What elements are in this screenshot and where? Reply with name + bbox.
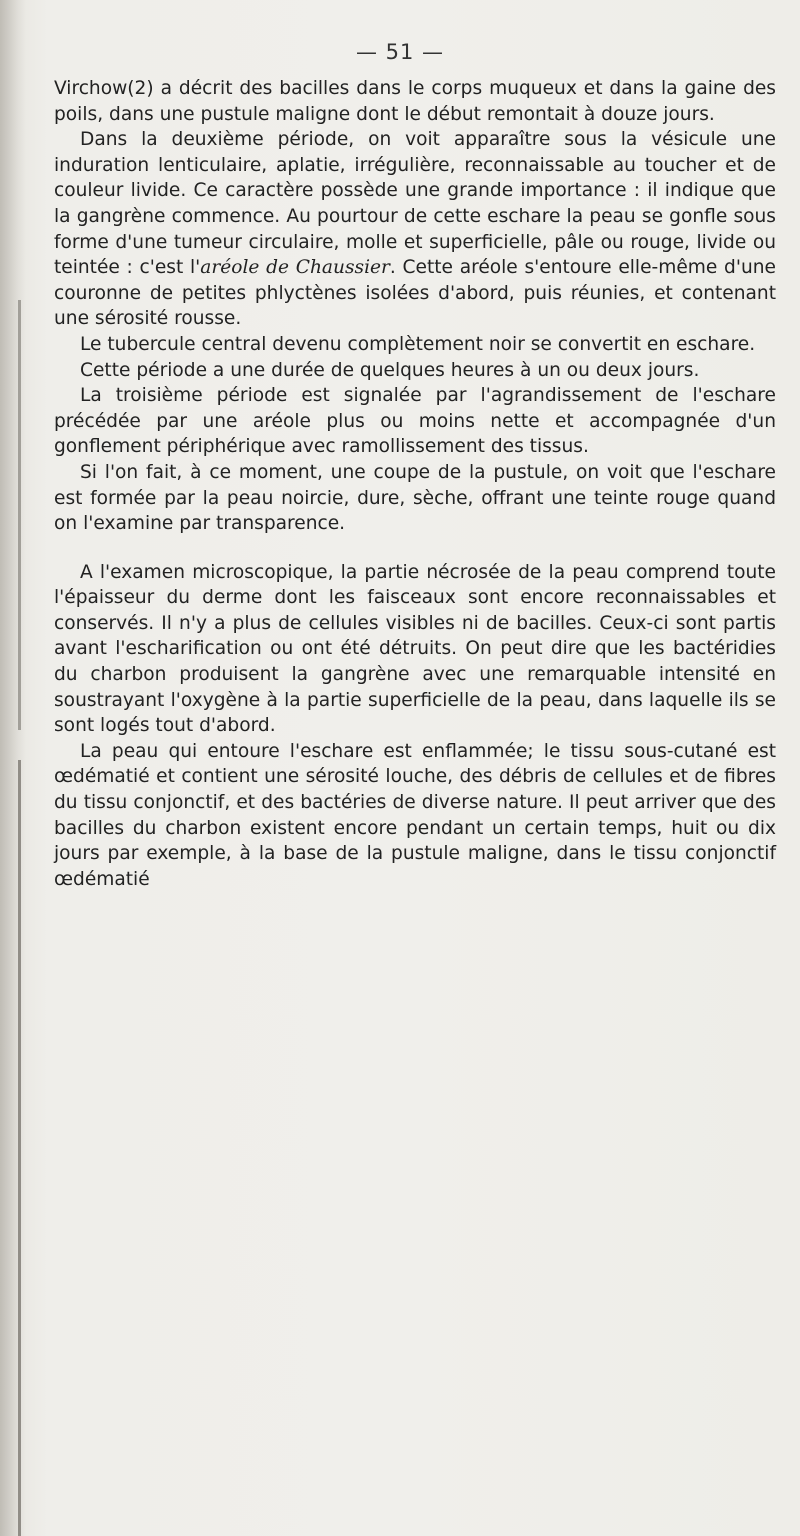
paragraph-text: . Cette aréole s'entoure elle-même d'une couronne de petites phlyctènes isolées d'abord, puis réunies, et contenant une sérosité rousse. (54, 257, 776, 330)
paragraph: La peau qui entoure l'eschare est enflammée; le tissu sous-cutané est œdématié et contient une sérosité louche, des débris de cellules et de fibres du tissu conjonctif, et des bactéries de diverse nature. Il peut arriver que des bacilles du charbon existent encore pendant un certain temps, huit ou dix jours par exemple, à la base de la pustule maligne, dans le tissu conjonctif œdématié (54, 740, 776, 890)
margin-scan-mark (18, 300, 21, 730)
page-number: — 51 — (355, 40, 445, 64)
paragraph: Virchow(2) a décrit des bacilles dans le corps muqueux et dans la gaine des poils, dans une pustule maligne dont le début remontait à douze jours. (54, 78, 776, 125)
paragraph: Cette période a une durée de quelques heures à un ou deux jours. (80, 359, 700, 381)
paragraph: A l'examen microscopique, la partie nécrosée de la peau comprend toute l'épaisseur du derme dont les faisceaux sont encore reconnaissables et conservés. Il n'y a plus de cellules visibles ni de bacilles. Ceux-ci sont partis avant l'escharification ou ont été détruits. On peut dire que les bactéridies du charbon produisent la gangrène avec une remarquable intensité en soustrayant l'oxygène à la partie superficielle de la peau, dans laquelle ils se sont logés tout d'abord. (54, 561, 776, 737)
italic-term: aréole de Chaussier (200, 257, 390, 279)
paragraph-gap (54, 537, 776, 560)
paragraph: La troisième période est signalée par l'agrandissement de l'eschare précédée par une aréole plus ou moins nette et accompagnée d'un gonflement périphérique avec ramollissement des tissus. (54, 385, 776, 458)
body-text (54, 76, 776, 892)
margin-scan-mark (18, 760, 21, 1536)
paragraph: Si l'on fait, à ce moment, une coupe de la pustule, on voit que l'eschare est formée par la peau noircie, dure, sèche, offrant une teinte rouge quand on l'examine par transparence. (54, 461, 776, 535)
paragraph: Le tubercule central devenu complètement noir se convertit en eschare. (80, 333, 756, 355)
paragraph-text: Dans la deuxième période, on voit apparaître sous la vésicule une induration lenticulaire, aplatie, irrégulière, reconnaissable au toucher et de couleur livide. Ce caractère possède une grande importance : il indique que la gangrène commence. Au pourtour de cette eschare la peau se gonfle sous forme d'une tumeur circulaire, molle et superficielle, pâle ou rouge, livide ou teintée : c'est l' (54, 129, 776, 279)
paragraph (54, 127, 776, 332)
binding-shadow (0, 0, 26, 1536)
